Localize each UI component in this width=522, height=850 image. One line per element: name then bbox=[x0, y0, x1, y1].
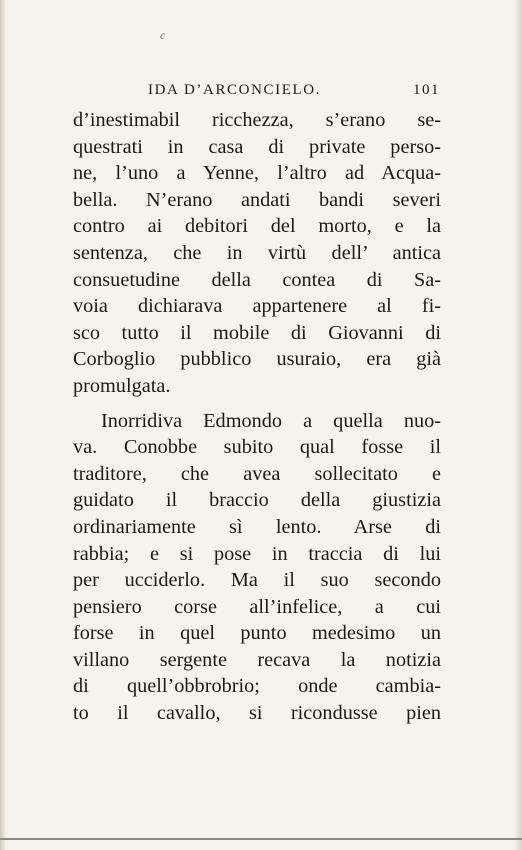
text-line: to il cavallo, si ricondusse pien bbox=[73, 702, 441, 725]
page-left-edge bbox=[0, 0, 6, 850]
paragraph-2 bbox=[73, 408, 441, 727]
text-line: guidato il braccio della giustizia bbox=[73, 489, 441, 512]
text-line: villano sergente recava la notizia bbox=[73, 648, 441, 671]
text-line: pensiero corse all’infelice, a cui bbox=[73, 595, 441, 618]
text-line: bella. N’erano andati bandi severi bbox=[73, 188, 441, 211]
running-head bbox=[72, 82, 440, 104]
text-line: di quell’obbrobrio; onde cambia- bbox=[73, 675, 441, 698]
text-line: sco tutto il mobile di Giovanni di bbox=[73, 321, 441, 344]
paragraph-1 bbox=[73, 107, 441, 400]
text-line: per ucciderlo. Ma il suo secondo bbox=[73, 569, 441, 592]
body-text bbox=[73, 107, 441, 727]
page-right-edge bbox=[514, 0, 522, 850]
text-line: consuetudine della contea di Sa- bbox=[73, 268, 441, 291]
corner-mark: c bbox=[160, 28, 166, 42]
text-line: voia dichiarava appartenere al fi- bbox=[73, 295, 441, 318]
text-line: ne, l’uno a Yenne, l’altro ad Acqua- bbox=[73, 162, 441, 185]
page-number: 101 bbox=[413, 82, 440, 98]
text-line: forse in quel punto medesimo un bbox=[73, 622, 441, 645]
text-line: rabbia; e si pose in traccia di lui bbox=[73, 542, 441, 565]
page-bottom-edge bbox=[0, 838, 522, 840]
running-title: IDA D’ARCONCIELO. bbox=[148, 82, 322, 98]
text-line: contro ai debitori del morto, e la bbox=[73, 215, 441, 238]
text-line: Inorridiva Edmondo a quella nuo- bbox=[101, 409, 441, 432]
text-line: sentenza, che in virtù dell’ antica bbox=[73, 241, 441, 264]
text-line: d’inestimabil ricchezza, s’erano se- bbox=[73, 109, 441, 131]
text-line: Corboglio pubblico usuraio, era già bbox=[73, 348, 441, 371]
text-line: va. Conobbe subito qual fosse il bbox=[73, 436, 441, 459]
paragraph-gap bbox=[73, 400, 441, 408]
text-line: promulgata. bbox=[73, 374, 171, 397]
text-line: ordinariamente sì lento. Arse di bbox=[73, 515, 441, 538]
text-line: questrati in casa di private perso- bbox=[73, 135, 441, 158]
text-line: traditore, che avea sollecitato e bbox=[73, 462, 441, 485]
